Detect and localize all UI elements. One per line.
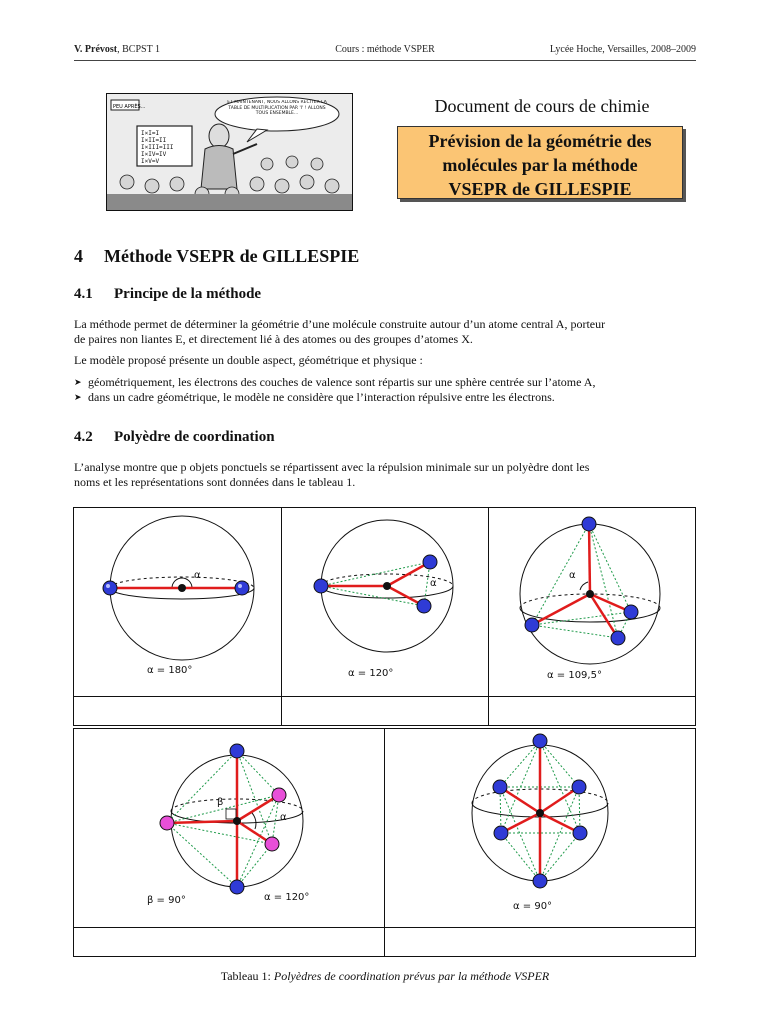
angle-value: α = 180° [147, 665, 193, 676]
table-caption: Tableau 1: Polyèdres de coordination prévus par la méthode VSPER [220, 969, 550, 983]
board-line: I×I=I [141, 130, 160, 137]
title-line: VSEPR de GILLESPIE [448, 179, 632, 199]
title-line: molécules par la méthode [442, 155, 638, 175]
table-cell-empty [384, 927, 696, 957]
figure-trigonal-bipyramid [73, 728, 385, 928]
subsection-heading [74, 429, 275, 446]
arrow-bullet-icon: ➤ [74, 377, 82, 387]
subsection-heading [74, 286, 261, 303]
angle-value: α = 120° [264, 892, 310, 903]
alpha-label: α [194, 570, 201, 581]
document-title: Document de cours de chimie [434, 96, 650, 116]
alpha-label: α [280, 812, 287, 823]
header-center: Cours : méthode VSPER [335, 44, 435, 55]
bullet-item: ➤ géométriquement, les électrons des couches de valence sont répartis sur une sphère centrée sur l’atome A, [74, 375, 596, 389]
header-right: Lycée Hoche, Versailles, 2008–2009 [549, 44, 696, 55]
comic-bubble: ET MAINTENANT, NOUS ALLONS RÉCITER LA TABLE DE MULTIPLICATION PAR 'I' ! ALLONS TOUS ENSEMBLE... [227, 100, 327, 116]
angle-value: α = 120° [348, 668, 394, 679]
title-line: Prévision de la géométrie des [428, 131, 652, 151]
section-heading [74, 246, 359, 267]
table-cell-empty [73, 927, 385, 957]
figure-tetrahedral [488, 507, 696, 697]
figure-trigonal [281, 507, 489, 697]
subsection-number: 4.1 [74, 286, 93, 302]
figure-octahedron [384, 728, 696, 928]
table-cell-empty [281, 696, 489, 726]
figure-linear [73, 507, 282, 697]
beta-label: β [217, 797, 224, 808]
page-header [74, 44, 696, 60]
alpha-label: α [430, 578, 437, 589]
paragraph: La méthode permet de déterminer la géométrie d’une molécule construite autour d’un atome central A, porteur de paires non liantes E, et directement lié à des atomes ou des groupes d’atomes X. [74, 317, 606, 346]
board-line: I×III=III [141, 144, 174, 151]
bullet-item: ➤ dans un cadre géométrique, le modèle ne considère que l’interaction répulsive entre les électrons. [74, 390, 555, 404]
paragraph: L’analyse montre que p objets ponctuels se répartissent avec la répulsion minimale sur un polyèdre dont les noms et les représentations sont données dans le tableau 1. [74, 460, 590, 489]
angle-value: α = 90° [513, 901, 553, 912]
subsection-title: Polyèdre de coordination [114, 429, 275, 445]
comic-sign: PEU APRÈS... [113, 104, 146, 110]
course-title-box [397, 126, 683, 199]
angle-value: α = 109,5° [547, 670, 602, 681]
board-line: I×IV=IV [141, 151, 167, 158]
board-line: I×V=V [141, 158, 160, 165]
section-title: Méthode VSEPR de GILLESPIE [104, 246, 360, 266]
table-cell-empty [73, 696, 282, 726]
table-cell-empty [488, 696, 696, 726]
comic-illustration [106, 93, 353, 211]
arrow-bullet-icon: ➤ [74, 392, 82, 402]
header-rule [74, 60, 696, 61]
header-left: V. Prévost, BCPST 1 [74, 44, 161, 55]
subsection-title: Principe de la méthode [114, 286, 262, 302]
alpha-label: α [569, 570, 576, 581]
section-number: 4 [74, 246, 83, 266]
angle-value: β = 90° [147, 895, 186, 906]
subsection-number: 4.2 [74, 429, 93, 445]
board-line: I×II=II [141, 137, 167, 144]
paragraph: Le modèle proposé présente un double aspect, géométrique et physique : [74, 353, 423, 367]
